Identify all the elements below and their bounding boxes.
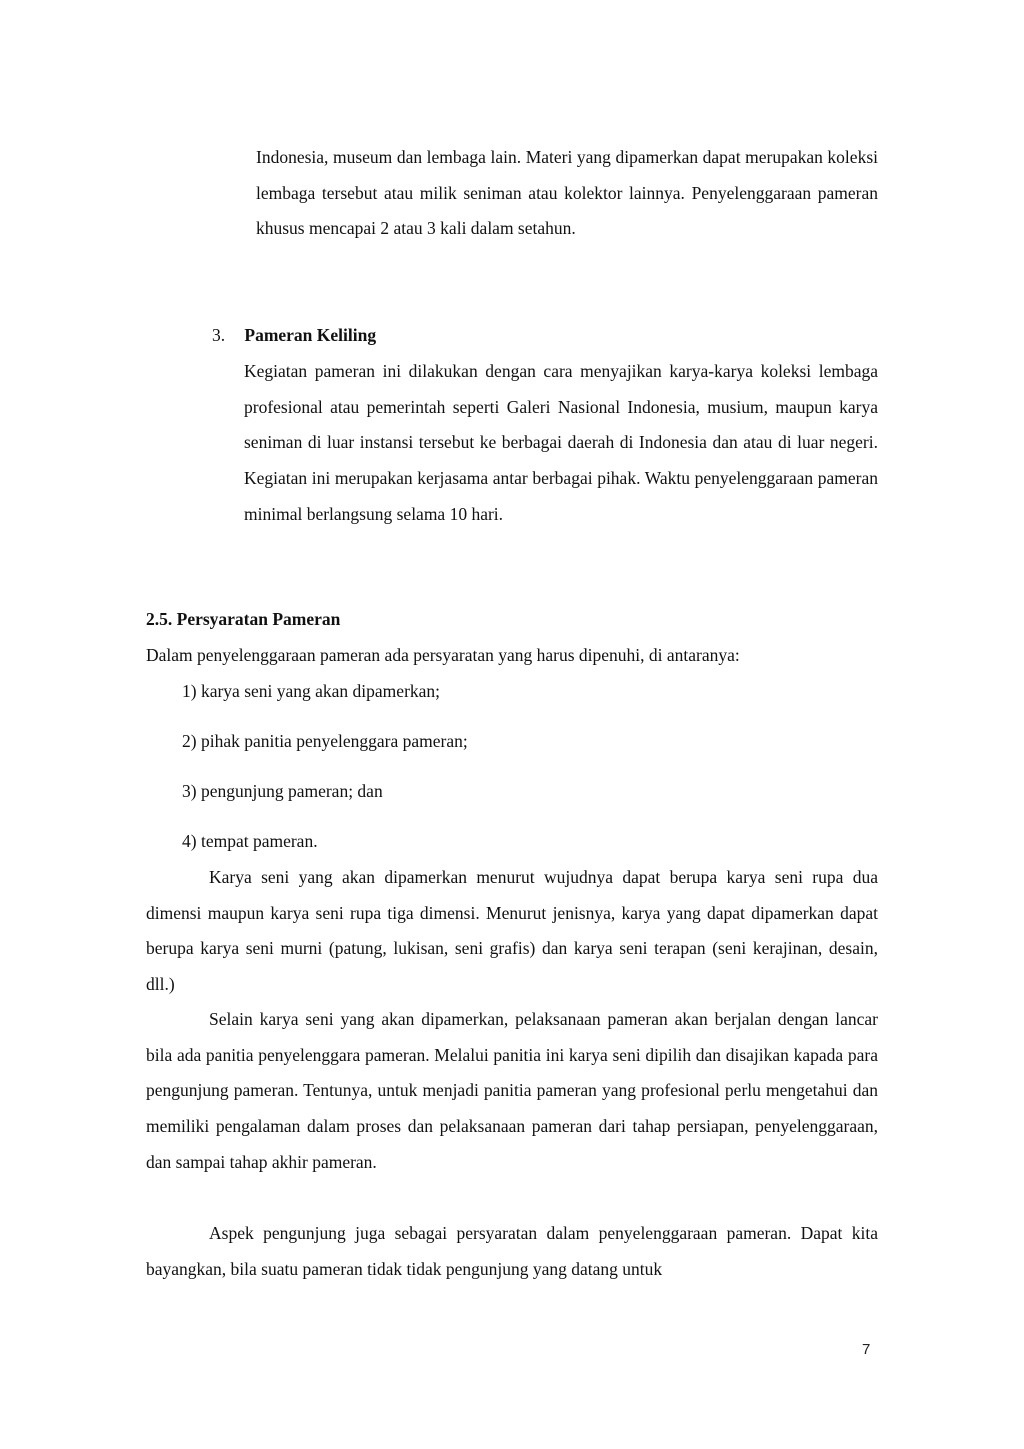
list-item-3-number: 3. (212, 325, 226, 345)
list-item-3-body: Kegiatan pameran ini dilakukan dengan cara menyajikan karya-karya koleksi lembaga profesional atau pemerintah seperti Galeri Nasional Indonesia, musium, maupun karya seniman di luar instansi tersebut ke berbagai daerah di Indonesia dan atau di luar negeri. Kegiatan ini merupakan kerjasama antar berbagai pihak. Waktu penyelenggaraan pameran minimal berlangsung selama 10 hari. (244, 361, 878, 524)
continued-paragraph: Indonesia, museum dan lembaga lain. Materi yang dipamerkan dapat merupakan koleksi lembaga tersebut atau milik seniman atau kolektor lainnya. Penyelenggaraan pameran khusus mencapai 2 atau 3 kali dalam setahun. (256, 147, 878, 239)
requirement-item: 1) karya seni yang akan dipamerkan; (182, 681, 441, 701)
body-paragraph: Karya seni yang akan dipamerkan menurut wujudnya dapat berupa karya seni rupa dua dimensi maupun karya seni rupa tiga dimensi. Menurut jenisnya, karya yang dapat dipamerkan dapat berupa karya seni murni (patung, lukisan, seni grafis) dan karya seni terapan (seni kerajinan, desain, dll.) (146, 867, 878, 995)
requirement-item: 2) pihak panitia penyelenggara pameran; (182, 731, 468, 751)
page-number: 7 (862, 1341, 871, 1358)
section-heading: 2.5. Persyaratan Pameran (146, 609, 341, 629)
body-paragraph: Selain karya seni yang akan dipamerkan, pelaksanaan pameran akan berjalan dengan lancar bila ada panitia penyelenggara pameran. Melalui panitia ini karya seni dipilih dan disajikan kapada para pengunjung pameran. Tentunya, untuk menjadi panitia pameran yang profesional perlu mengetahui dan memiliki pengalaman dalam proses dan pelaksanaan pameran dari tahap persiapan, penyelenggaraan, dan sampai tahap akhir pameran. (146, 1009, 878, 1172)
list-item-3-title: Pameran Keliling (244, 325, 377, 345)
requirement-item: 4) tempat pameran. (182, 831, 318, 851)
list-item-3-heading (212, 318, 376, 354)
section-intro: Dalam penyelenggaraan pameran ada persyaratan yang harus dipenuhi, di antaranya: (146, 645, 740, 665)
requirement-item: 3) pengunjung pameran; dan (182, 781, 383, 801)
body-paragraph: Aspek pengunjung juga sebagai persyaratan dalam penyelenggaraan pameran. Dapat kita bayangkan, bila suatu pameran tidak tidak pengunjung yang datang untuk (146, 1223, 878, 1279)
